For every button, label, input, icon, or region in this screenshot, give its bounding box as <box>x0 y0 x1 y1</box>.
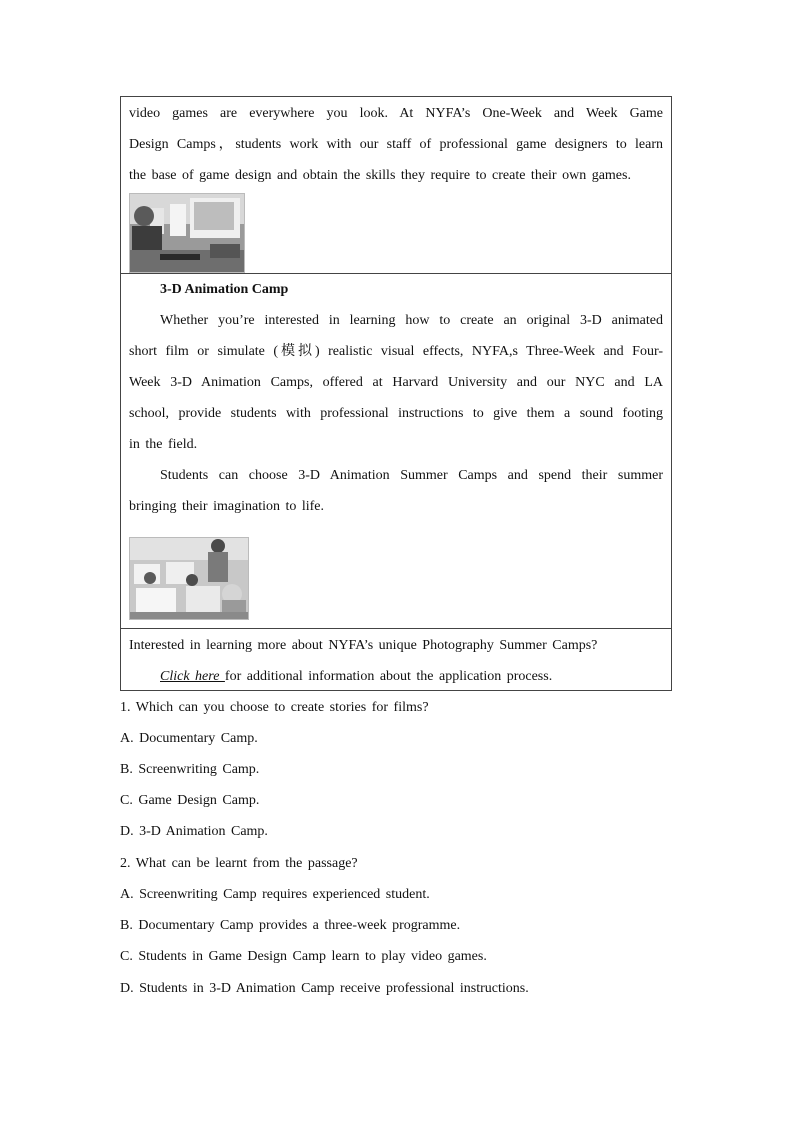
question-2-option-b[interactable]: B. Documentary Camp provides a three-week programme. <box>120 918 461 933</box>
game-design-section <box>120 96 672 274</box>
question-2-option-c[interactable]: C. Students in Game Design Camp learn to play video games. <box>120 949 487 964</box>
question-1-option-a[interactable]: A. Documentary Camp. <box>120 731 258 746</box>
animation-section <box>120 273 672 629</box>
question-2-option-d[interactable]: D. Students in 3-D Animation Camp receive professional instructions. <box>120 981 529 996</box>
question-1-option-d[interactable]: D. 3-D Animation Camp. <box>120 824 268 839</box>
game-design-line-1: video games are everywhere you look. At NYFA’s One-Week and Week Game <box>129 106 663 121</box>
animation-p1-line-2: short film or simulate (模拟) realistic visual effects, NYFA,s Three-Week and Four- <box>129 344 663 359</box>
photography-section <box>120 628 672 691</box>
question-1-option-c[interactable]: C. Game Design Camp. <box>120 793 260 808</box>
question-2-option-a[interactable]: A. Screenwriting Camp requires experienced student. <box>120 887 430 902</box>
animation-p2-line-2: bringing their imagination to life. <box>129 499 325 514</box>
game-design-line-3: the base of game design and obtain the skills they require to create their own games. <box>129 168 631 183</box>
question-1-stem: 1. Which can you choose to create stories for films? <box>120 700 429 715</box>
animation-p1-line-5: in the field. <box>129 437 198 452</box>
animation-p1-line-3: Week 3-D Animation Camps, offered at Harvard University and our NYC and LA <box>129 375 663 390</box>
question-1-option-b[interactable]: B. Screenwriting Camp. <box>120 762 260 777</box>
application-line <box>129 661 663 692</box>
animation-p1-line-1: Whether you’re interested in learning how to create an original 3-D animated <box>160 313 663 328</box>
photography-line: Interested in learning more about NYFA’s unique Photography Summer Camps? <box>129 638 598 653</box>
click-here-link[interactable]: Click here <box>160 669 225 684</box>
animation-p2-line-1: Students can choose 3-D Animation Summer Camps and spend their summer <box>160 468 663 483</box>
animation-photo <box>129 537 249 620</box>
application-line-rest: for additional information about the application process. <box>224 669 553 684</box>
animation-heading: 3-D Animation Camp <box>160 282 289 297</box>
game-design-photo <box>129 193 245 273</box>
game-design-line-2: Design Camps，students work with our staff of professional game designers to learn <box>129 137 663 152</box>
question-2-stem: 2. What can be learnt from the passage? <box>120 856 358 871</box>
animation-p1-line-4: school, provide students with professional instructions to give them a sound footing <box>129 406 663 421</box>
